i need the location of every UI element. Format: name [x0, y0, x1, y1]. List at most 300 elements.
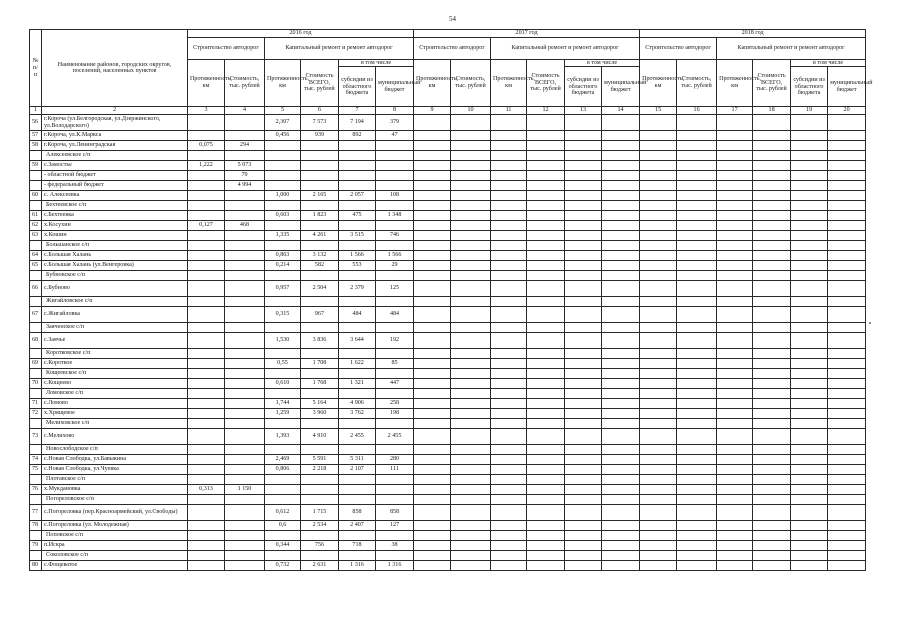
value-cell — [265, 271, 301, 281]
value-cell — [602, 323, 640, 333]
column-number: 7 — [339, 107, 376, 115]
header-including: в том числе — [565, 59, 640, 67]
value-cell — [491, 505, 527, 521]
value-cell — [791, 161, 828, 171]
table-row — [30, 505, 866, 521]
value-cell — [339, 181, 376, 191]
value-cell — [301, 495, 339, 505]
value-cell — [414, 271, 451, 281]
row-index — [30, 171, 42, 181]
row-index — [30, 297, 42, 307]
value-cell — [640, 389, 677, 399]
value-cell — [677, 141, 717, 151]
column-number: 19 — [791, 107, 828, 115]
value-cell — [753, 141, 791, 151]
table-row — [30, 191, 866, 201]
value-cell — [828, 485, 866, 495]
column-number: 14 — [602, 107, 640, 115]
value-cell — [640, 399, 677, 409]
value-cell — [451, 115, 491, 131]
value-cell — [414, 151, 451, 161]
section-row — [30, 151, 866, 161]
value-cell — [376, 221, 414, 231]
value-cell: 1,335 — [265, 231, 301, 241]
settlement-name: Поповское с/п — [42, 531, 188, 541]
row-index — [30, 369, 42, 379]
value-cell: 858 — [339, 505, 376, 521]
locality-name: с.Новая Слободка, ул.Бавыкина — [42, 455, 188, 465]
value-cell — [225, 445, 265, 455]
value-cell — [225, 251, 265, 261]
value-cell — [717, 495, 753, 505]
value-cell — [791, 521, 828, 531]
value-cell — [527, 231, 565, 241]
value-cell — [717, 445, 753, 455]
value-cell — [565, 181, 602, 191]
value-cell: 1,393 — [265, 429, 301, 445]
value-cell — [717, 475, 753, 485]
value-cell: 2 165 — [301, 191, 339, 201]
value-cell: 2 218 — [301, 465, 339, 475]
value-cell: 1 150 — [225, 485, 265, 495]
value-cell — [225, 419, 265, 429]
section-row — [30, 241, 866, 251]
value-cell — [753, 389, 791, 399]
value-cell — [717, 485, 753, 495]
value-cell — [640, 359, 677, 369]
section-row — [30, 551, 866, 561]
value-cell: 447 — [376, 379, 414, 389]
value-cell — [565, 333, 602, 349]
value-cell — [491, 307, 527, 323]
value-cell — [640, 181, 677, 191]
value-cell — [414, 171, 451, 181]
value-cell — [491, 131, 527, 141]
settlement-name: Новослободское с/п — [42, 445, 188, 455]
locality-name: с.Большая Халань (ул.Венгеровка) — [42, 261, 188, 271]
header-year-2016: 2016 год — [188, 30, 414, 38]
value-cell — [491, 369, 527, 379]
value-cell: 1 321 — [339, 379, 376, 389]
value-cell — [414, 531, 451, 541]
value-cell — [828, 141, 866, 151]
value-cell — [640, 455, 677, 465]
value-cell — [791, 445, 828, 455]
value-cell — [677, 445, 717, 455]
locality-name: с.Замостье — [42, 161, 188, 171]
value-cell — [491, 333, 527, 349]
value-cell — [451, 541, 491, 551]
value-cell — [677, 171, 717, 181]
section-row — [30, 323, 866, 333]
value-cell — [339, 495, 376, 505]
header-construction: Строительство автодорог — [414, 37, 491, 59]
column-number: 2 — [42, 107, 188, 115]
locality-name: х.Хрящевое — [42, 409, 188, 419]
value-cell — [565, 561, 602, 571]
value-cell — [451, 231, 491, 241]
value-cell — [717, 429, 753, 445]
value-cell — [527, 369, 565, 379]
section-row — [30, 389, 866, 399]
value-cell — [527, 495, 565, 505]
value-cell — [451, 505, 491, 521]
column-number: 13 — [565, 107, 602, 115]
table-row — [30, 131, 866, 141]
value-cell — [376, 201, 414, 211]
value-cell — [717, 551, 753, 561]
value-cell — [828, 151, 866, 161]
value-cell — [188, 323, 225, 333]
value-cell — [677, 521, 717, 531]
value-cell — [188, 531, 225, 541]
value-cell — [339, 445, 376, 455]
value-cell — [225, 561, 265, 571]
value-cell: 108 — [376, 191, 414, 201]
value-cell — [677, 495, 717, 505]
value-cell — [828, 171, 866, 181]
value-cell — [677, 161, 717, 171]
value-cell — [640, 445, 677, 455]
value-cell — [565, 521, 602, 531]
value-cell — [602, 191, 640, 201]
value-cell — [527, 541, 565, 551]
value-cell: 0,55 — [265, 359, 301, 369]
header-subsidies: субсидии из областного бюджета — [565, 67, 602, 107]
value-cell — [602, 171, 640, 181]
value-cell — [527, 333, 565, 349]
value-cell — [602, 419, 640, 429]
value-cell: 125 — [376, 281, 414, 297]
value-cell — [527, 349, 565, 359]
value-cell — [753, 379, 791, 389]
value-cell — [828, 211, 866, 221]
value-cell — [753, 369, 791, 379]
value-cell — [677, 201, 717, 211]
value-cell — [640, 261, 677, 271]
section-row — [30, 495, 866, 505]
value-cell — [717, 271, 753, 281]
value-cell — [602, 399, 640, 409]
value-cell — [791, 419, 828, 429]
value-cell — [188, 561, 225, 571]
value-cell — [451, 161, 491, 171]
value-cell — [602, 281, 640, 297]
value-cell — [753, 161, 791, 171]
value-cell — [491, 475, 527, 485]
value-cell — [640, 541, 677, 551]
value-cell: 1,222 — [188, 161, 225, 171]
value-cell — [565, 379, 602, 389]
value-cell: 2 534 — [301, 521, 339, 531]
value-cell — [565, 171, 602, 181]
value-cell — [339, 221, 376, 231]
value-cell — [491, 271, 527, 281]
value-cell: 111 — [376, 465, 414, 475]
value-cell — [565, 201, 602, 211]
value-cell — [753, 359, 791, 369]
value-cell — [602, 505, 640, 521]
value-cell — [602, 251, 640, 261]
value-cell — [451, 151, 491, 161]
header-capital: Капитальный ремонт и ремонт автодорог — [717, 37, 866, 59]
value-cell — [565, 419, 602, 429]
column-number: 15 — [640, 107, 677, 115]
value-cell — [376, 419, 414, 429]
value-cell — [225, 191, 265, 201]
value-cell — [640, 521, 677, 531]
value-cell — [753, 271, 791, 281]
value-cell — [188, 181, 225, 191]
value-cell — [491, 151, 527, 161]
row-index: 77 — [30, 505, 42, 521]
value-cell — [753, 505, 791, 521]
value-cell: 2 504 — [301, 281, 339, 297]
value-cell: 0,127 — [188, 221, 225, 231]
value-cell — [527, 561, 565, 571]
value-cell: 2 407 — [339, 521, 376, 531]
value-cell — [677, 359, 717, 369]
row-index: 56 — [30, 115, 42, 131]
value-cell — [451, 181, 491, 191]
table-row — [30, 359, 866, 369]
row-index: 65 — [30, 261, 42, 271]
value-cell — [565, 131, 602, 141]
value-cell — [339, 171, 376, 181]
value-cell — [188, 369, 225, 379]
row-index: 60 — [30, 191, 42, 201]
value-cell — [491, 429, 527, 445]
value-cell — [677, 307, 717, 323]
value-cell — [414, 211, 451, 221]
value-cell — [527, 399, 565, 409]
value-cell — [451, 261, 491, 271]
value-cell — [640, 495, 677, 505]
value-cell — [491, 251, 527, 261]
section-row — [30, 475, 866, 485]
row-index — [30, 531, 42, 541]
value-cell — [225, 211, 265, 221]
value-cell — [527, 115, 565, 131]
value-cell — [265, 241, 301, 251]
value-cell — [717, 181, 753, 191]
value-cell — [265, 531, 301, 541]
value-cell — [602, 475, 640, 485]
value-cell — [828, 521, 866, 531]
value-cell — [339, 323, 376, 333]
value-cell — [188, 131, 225, 141]
value-cell — [225, 429, 265, 445]
value-cell — [491, 389, 527, 399]
value-cell — [565, 359, 602, 369]
value-cell — [451, 419, 491, 429]
value-cell — [451, 191, 491, 201]
value-cell — [527, 141, 565, 151]
value-cell — [376, 551, 414, 561]
value-cell: 3 762 — [339, 409, 376, 419]
value-cell — [602, 389, 640, 399]
value-cell — [339, 161, 376, 171]
value-cell — [527, 419, 565, 429]
value-cell — [640, 171, 677, 181]
value-cell — [339, 201, 376, 211]
value-cell — [565, 191, 602, 201]
value-cell: 582 — [301, 261, 339, 271]
table-row — [30, 231, 866, 241]
value-cell — [225, 333, 265, 349]
header-year-2018: 2018 год — [640, 30, 866, 38]
value-cell — [640, 161, 677, 171]
value-cell — [828, 231, 866, 241]
row-index: 67 — [30, 307, 42, 323]
value-cell — [265, 201, 301, 211]
locality-name: с.Погореловка (ул. Молодежная) — [42, 521, 188, 531]
settlement-name: Мелиховское с/п — [42, 419, 188, 429]
value-cell: 484 — [339, 307, 376, 323]
value-cell — [491, 485, 527, 495]
value-cell — [491, 171, 527, 181]
value-cell — [265, 475, 301, 485]
value-cell — [339, 531, 376, 541]
locality-name: х.Кошин — [42, 231, 188, 241]
value-cell — [301, 531, 339, 541]
value-cell — [339, 419, 376, 429]
value-cell — [225, 399, 265, 409]
value-cell — [602, 307, 640, 323]
value-cell — [491, 495, 527, 505]
value-cell — [791, 369, 828, 379]
value-cell — [565, 281, 602, 297]
settlement-name: Погореловское с/п — [42, 495, 188, 505]
settlement-name: Алексеевское с/п — [42, 151, 188, 161]
value-cell — [717, 261, 753, 271]
value-cell — [451, 323, 491, 333]
header-construction: Строительство автодорог — [640, 37, 717, 59]
value-cell — [717, 389, 753, 399]
locality-name: с.Бехтеевка — [42, 211, 188, 221]
value-cell — [527, 171, 565, 181]
value-cell — [491, 231, 527, 241]
value-cell: 718 — [339, 541, 376, 551]
value-cell — [491, 419, 527, 429]
value-cell — [828, 541, 866, 551]
value-cell — [717, 251, 753, 261]
value-cell: 379 — [376, 115, 414, 131]
value-cell — [565, 231, 602, 241]
value-cell — [791, 141, 828, 151]
value-cell — [188, 115, 225, 131]
row-index — [30, 445, 42, 455]
value-cell — [188, 231, 225, 241]
value-cell: 198 — [376, 409, 414, 419]
row-index — [30, 349, 42, 359]
column-number: 12 — [527, 107, 565, 115]
locality-name: - федеральный бюджет — [42, 181, 188, 191]
value-cell — [828, 369, 866, 379]
value-cell — [376, 151, 414, 161]
value-cell — [753, 551, 791, 561]
value-cell — [828, 465, 866, 475]
value-cell — [753, 541, 791, 551]
header-cost-total: Стоимость ВСЕГО, тыс. рублей — [527, 59, 565, 107]
value-cell — [376, 531, 414, 541]
value-cell — [753, 241, 791, 251]
value-cell — [188, 151, 225, 161]
value-cell — [265, 297, 301, 307]
value-cell: 1 708 — [301, 359, 339, 369]
settlement-name: Бехтеевское с/п — [42, 201, 188, 211]
value-cell — [602, 211, 640, 221]
value-cell — [717, 297, 753, 307]
value-cell — [828, 531, 866, 541]
value-cell — [677, 261, 717, 271]
value-cell — [753, 333, 791, 349]
value-cell — [791, 211, 828, 221]
value-cell — [640, 281, 677, 297]
value-cell: 2 379 — [339, 281, 376, 297]
value-cell — [225, 307, 265, 323]
value-cell — [791, 323, 828, 333]
value-cell — [265, 171, 301, 181]
value-cell — [491, 379, 527, 389]
value-cell — [565, 349, 602, 359]
value-cell: 3 515 — [339, 231, 376, 241]
value-cell — [527, 131, 565, 141]
value-cell — [602, 115, 640, 131]
value-cell — [791, 485, 828, 495]
header-cost: Стоимость, тыс. рублей — [677, 59, 717, 107]
value-cell — [491, 201, 527, 211]
value-cell — [602, 465, 640, 475]
value-cell — [451, 561, 491, 571]
value-cell — [527, 181, 565, 191]
value-cell — [602, 141, 640, 151]
value-cell: 3 644 — [339, 333, 376, 349]
value-cell: 280 — [376, 455, 414, 465]
value-cell — [376, 271, 414, 281]
value-cell — [828, 115, 866, 131]
value-cell: 4 994 — [225, 181, 265, 191]
header-cost: Стоимость, тыс. рублей — [225, 59, 265, 107]
value-cell — [717, 561, 753, 571]
value-cell — [301, 181, 339, 191]
value-cell — [414, 475, 451, 485]
value-cell — [414, 161, 451, 171]
value-cell — [640, 151, 677, 161]
value-cell — [225, 231, 265, 241]
column-number: 11 — [491, 107, 527, 115]
row-index — [30, 151, 42, 161]
value-cell — [188, 389, 225, 399]
value-cell — [753, 191, 791, 201]
table-row — [30, 465, 866, 475]
value-cell — [753, 531, 791, 541]
value-cell — [753, 455, 791, 465]
row-index: 66 — [30, 281, 42, 297]
value-cell: 29 — [376, 261, 414, 271]
locality-name: с.Фощеватое — [42, 561, 188, 571]
value-cell — [753, 131, 791, 141]
value-cell — [640, 561, 677, 571]
settlement-name: Коротковское с/п — [42, 349, 188, 359]
scan-mark — [869, 322, 871, 324]
value-cell: 0,075 — [188, 141, 225, 151]
value-cell — [565, 455, 602, 465]
value-cell: 2,307 — [265, 115, 301, 131]
row-index: 75 — [30, 465, 42, 475]
value-cell — [527, 521, 565, 531]
value-cell — [717, 131, 753, 141]
